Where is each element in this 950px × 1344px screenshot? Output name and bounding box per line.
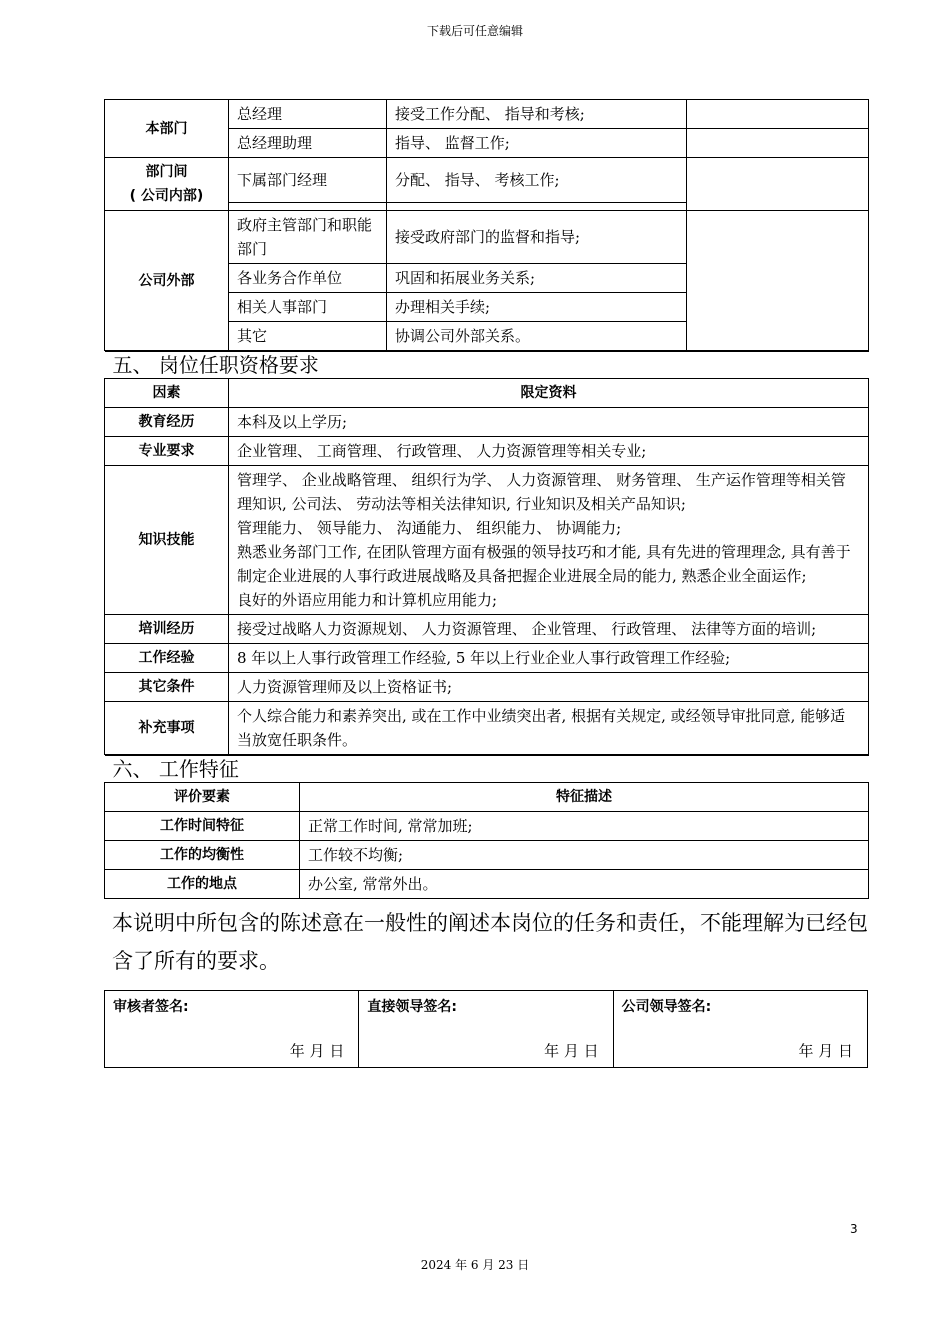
disclaimer-statement: 本说明中所包含的陈述意在一般性的阐述本岗位的任务和责任，不能理解为已经包含了所有的要求。 bbox=[112, 911, 868, 973]
qualification-label: 教育经历 bbox=[105, 408, 229, 437]
relation-note bbox=[687, 158, 869, 211]
relation-note bbox=[687, 129, 869, 158]
relation-content-empty bbox=[387, 203, 687, 211]
dept-label bbox=[105, 158, 229, 211]
relation-content: 指导、 监督工作; bbox=[387, 129, 687, 158]
qualification-value bbox=[229, 466, 869, 615]
dept-label-line2: ( 公司内部) bbox=[129, 188, 204, 204]
signature-date: 年 月 日 bbox=[289, 1042, 345, 1060]
job-description-table bbox=[104, 99, 868, 899]
relation-party: 总经理助理 bbox=[229, 129, 387, 158]
relation-party: 政府主管部门和职能部门 bbox=[229, 211, 387, 264]
relation-party: 各业务合作单位 bbox=[229, 264, 387, 293]
signature-cell[interactable] bbox=[359, 991, 613, 1068]
feature-label: 工作时间特征 bbox=[105, 812, 300, 841]
relation-content: 分配、 指导、 考核工作; bbox=[387, 158, 687, 203]
section5-title: 五、 岗位任职资格要求 bbox=[105, 352, 869, 379]
knowledge-line: 良好的外语应用能力和计算机应用能力; bbox=[237, 591, 498, 609]
qualification-label: 工作经验 bbox=[105, 644, 229, 673]
signature-label: 审核者签名: bbox=[113, 999, 189, 1015]
knowledge-line: 熟悉业务部门工作, 在团队管理方面有极强的领导技巧和才能, 具有先进的管理理念, 具有善于制定企业进展的人事行政进展战略及具备把握企业进展全局的能力, 熟悉企业全面运作; bbox=[237, 543, 851, 585]
feature-value: 办公室, 常常外出。 bbox=[300, 870, 869, 899]
internal-label: 本部门 bbox=[105, 100, 229, 158]
qualification-value: 本科及以上学历; bbox=[229, 408, 869, 437]
feature-value: 工作较不均衡; bbox=[300, 841, 869, 870]
relation-content: 协调公司外部关系。 bbox=[387, 322, 687, 351]
qualification-label: 专业要求 bbox=[105, 437, 229, 466]
section5-col2-header: 限定资料 bbox=[229, 379, 869, 408]
qualification-value: 接受过战略人力资源规划、 人力资源管理、 企业管理、 行政管理、 法律等方面的培训; bbox=[229, 615, 869, 644]
qualification-value: 人力资源管理师及以上资格证书; bbox=[229, 673, 869, 702]
relation-note bbox=[687, 211, 869, 351]
section6-title: 六、 工作特征 bbox=[105, 756, 869, 783]
qualification-value: 企业管理、 工商管理、 行政管理、 人力资源管理等相关专业; bbox=[229, 437, 869, 466]
relation-content: 接受政府部门的监督和指导; bbox=[387, 211, 687, 264]
relation-content: 办理相关手续; bbox=[387, 293, 687, 322]
signature-cell[interactable] bbox=[105, 991, 359, 1068]
relation-party: 总经理 bbox=[229, 100, 387, 129]
relation-content: 接受工作分配、 指导和考核; bbox=[387, 100, 687, 129]
signature-date: 年 月 日 bbox=[544, 1042, 599, 1060]
external-label: 公司外部 bbox=[105, 211, 229, 351]
signature-date: 年 月 日 bbox=[798, 1042, 853, 1060]
signature-cell[interactable] bbox=[613, 991, 867, 1068]
qualification-label: 知识技能 bbox=[105, 466, 229, 615]
relation-party: 其它 bbox=[229, 322, 387, 351]
page-header: 下载后可任意编辑 bbox=[426, 24, 523, 38]
relation-content: 巩固和拓展业务关系; bbox=[387, 264, 687, 293]
knowledge-line: 管理能力、 领导能力、 沟通能力、 组织能力、 协调能力; bbox=[237, 519, 622, 537]
knowledge-line: 管理学、 企业战略管理、 组织行为学、 人力资源管理、 财务管理、 生产运作管理等相关管理知识, 公司法、 劳动法等相关法律知识, 行业知识及相关产品知识; bbox=[237, 471, 846, 513]
signature-label: 直接领导签名: bbox=[367, 999, 457, 1015]
dept-label-line1: 部门间 bbox=[145, 164, 188, 180]
relation-party-empty bbox=[229, 203, 387, 211]
section5-col1-header: 因素 bbox=[105, 379, 229, 408]
relation-party: 相关人事部门 bbox=[229, 293, 387, 322]
qualification-label: 其它条件 bbox=[105, 673, 229, 702]
qualification-label: 补充事项 bbox=[105, 702, 229, 755]
qualification-label: 培训经历 bbox=[105, 615, 229, 644]
page-footer: 2024 年 6 月 23 日 bbox=[420, 1258, 530, 1272]
section6-col2-header: 特征描述 bbox=[300, 783, 869, 812]
relation-note bbox=[687, 100, 869, 129]
feature-value: 正常工作时间, 常常加班; bbox=[300, 812, 869, 841]
qualification-value: 个人综合能力和素养突出, 或在工作中业绩突出者, 根据有关规定, 或经领导审批同意, 能够适当放宽任职条件。 bbox=[229, 702, 869, 755]
signature-label: 公司领导签名: bbox=[621, 999, 712, 1015]
qualification-value: 8 年以上人事行政管理工作经验, 5 年以上行业企业人事行政管理工作经验; bbox=[229, 644, 869, 673]
feature-label: 工作的均衡性 bbox=[105, 841, 300, 870]
relation-party: 下属部门经理 bbox=[229, 158, 387, 203]
signature-table bbox=[104, 990, 868, 1068]
section6-col1-header: 评价要素 bbox=[105, 783, 300, 812]
page-number: 3 bbox=[850, 1222, 858, 1236]
feature-label: 工作的地点 bbox=[105, 870, 300, 899]
